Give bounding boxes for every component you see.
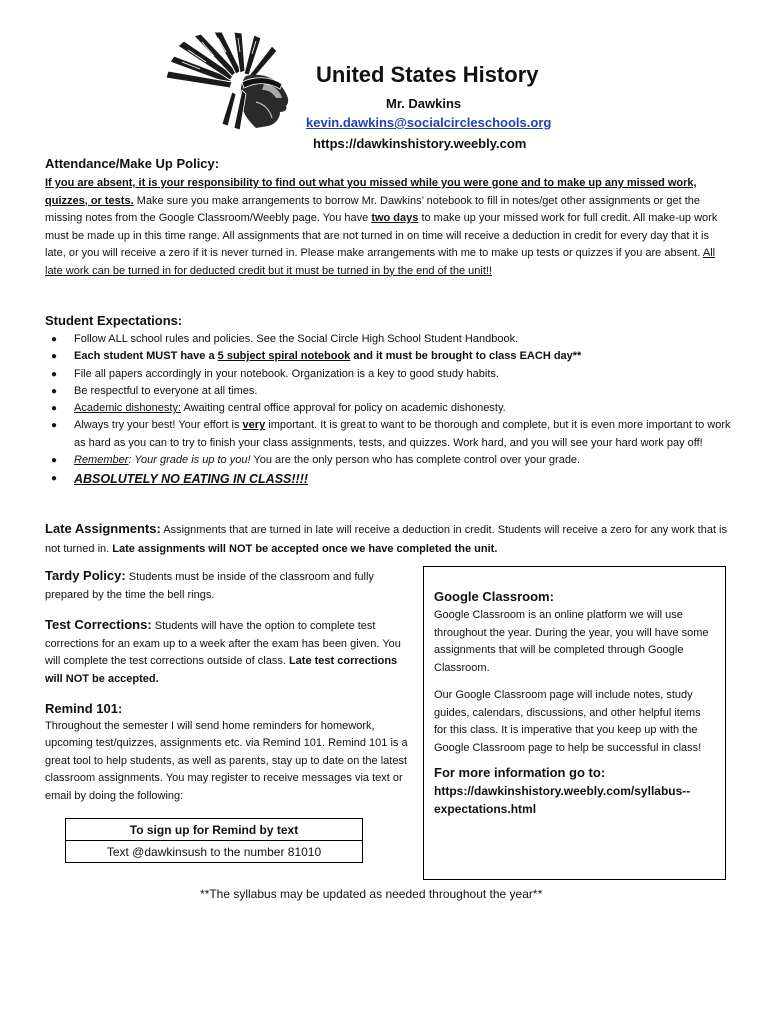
remind-table-header: To sign up for Remind by text bbox=[66, 819, 363, 841]
expectation-text: important. It is great to want to be thorough and complete, but it is even more important to work as hard as you can to try to finish your class assignments, tests, and quizzes. Work hard, and you will see your hard work pay off! bbox=[74, 419, 731, 449]
expectations-heading: Student Expectations: bbox=[45, 313, 183, 328]
expectation-text: You are the only person who has complete control over your grade. bbox=[250, 454, 581, 467]
attendance-heading: Attendance/Make Up Policy: bbox=[45, 156, 220, 171]
bullet-icon: ● bbox=[51, 385, 58, 397]
class-website: https://dawkinshistory.weebly.com bbox=[313, 136, 527, 151]
bullet-icon: ● bbox=[51, 334, 58, 345]
expectation-text: File all papers accordingly in your notebook. Organization is a key to good study habits. bbox=[74, 367, 499, 380]
remind-text: Throughout the semester I will send home reminders for homework, upcoming test/quizzes, assignments etc. via Remind 101. Remind 101 is a great tool to help students, as well as parents, stay up to date on the latest classroom assignments. You may register to receive messages via text or email by doing the following: bbox=[45, 719, 408, 802]
expectation-text: and it must be brought to class EACH day** bbox=[350, 350, 582, 363]
bullet-icon: ● bbox=[51, 455, 58, 467]
google-classroom-heading: Google Classroom: bbox=[434, 589, 554, 604]
google-classroom-para-1: Google Classroom is an online platform we will use throughout the year. During the year, you will have some assignments that will be completed through Google Classroom. bbox=[434, 609, 709, 674]
expectation-text: Each student MUST have a bbox=[74, 350, 218, 363]
indian-chief-logo-icon bbox=[160, 32, 302, 132]
expectation-text: Awaiting central office approval for policy on academic dishonesty. bbox=[181, 402, 506, 415]
footer-note: **The syllabus may be updated as needed throughout the year** bbox=[200, 887, 543, 901]
late-bold: Late assignments will NOT be accepted once we have completed the unit. bbox=[112, 543, 498, 555]
remind-heading: Remind 101: bbox=[45, 701, 123, 716]
attendance-two-days: two days bbox=[371, 212, 419, 224]
corrections-text: Students will have the option to complete test corrections for an exam up to a week after the exam has been given. You will complete the test corrections outside of class. bbox=[45, 620, 401, 667]
expectation-text: Always try your best! Your effort is bbox=[74, 419, 243, 432]
remind-table bbox=[65, 818, 363, 863]
list-item bbox=[45, 400, 735, 417]
corrections-heading: Test Corrections: bbox=[45, 617, 152, 632]
teacher-name: Mr. Dawkins bbox=[386, 96, 462, 111]
attendance-text-2: to make up your missed work for full credit. All make-up work must be made up in this time range. All assignments that are not turned in on time will receive a deduction in credit for every day that it is late, or you will receive a zero if it is never turned in. Please make arrangements with me to make up tests or quizzes if you are absent. bbox=[45, 212, 718, 259]
expectation-notebook: 5 subject spiral notebook bbox=[217, 350, 351, 363]
list-item bbox=[45, 331, 735, 348]
bullet-icon: ● bbox=[51, 368, 58, 380]
no-eating-rule: ABSOLUTELY NO EATING IN CLASS!!!! bbox=[74, 472, 309, 487]
late-text: Assignments that are turned in late will receive a deduction in credit. Students will receive a zero for any work that is not turned in. bbox=[45, 524, 727, 555]
tardy-heading: Tardy Policy: bbox=[45, 568, 126, 583]
late-assignments-section bbox=[45, 519, 735, 559]
bullet-icon: ● bbox=[51, 351, 58, 363]
expectation-text: Be respectful to everyone at all times. bbox=[74, 384, 258, 397]
bullet-icon: ● bbox=[51, 473, 58, 485]
list-item bbox=[45, 348, 735, 365]
expectations-list bbox=[45, 331, 735, 489]
attendance-bold-intro: If you are absent, it is your responsibility to find out what you missed while you were gone and to make up any missed work, quizzes, or tests. bbox=[45, 177, 697, 207]
expectation-text: Follow ALL school rules and policies. See the Social Circle High School Student Handbook. bbox=[74, 333, 519, 345]
syllabus-link[interactable]: https://dawkinshistory.weebly.com/syllabus--expectations.html bbox=[434, 784, 691, 816]
test-corrections-section bbox=[45, 616, 415, 688]
expectation-italic: : Your grade is up to you! bbox=[128, 454, 251, 467]
list-item bbox=[45, 469, 735, 489]
late-heading: Late Assignments: bbox=[45, 521, 161, 536]
list-item bbox=[45, 452, 735, 469]
bullet-icon: ● bbox=[51, 420, 58, 432]
list-item bbox=[45, 417, 735, 452]
expectation-label: Academic dishonesty: bbox=[74, 402, 181, 415]
more-info-heading: For more information go to: bbox=[434, 765, 606, 780]
remind-section bbox=[45, 700, 415, 805]
attendance-underlined-end: All late work can be turned in for deducted credit but it must be turned in by the end of the unit!! bbox=[45, 247, 716, 277]
teacher-email-link[interactable]: kevin.dawkins@socialcircleschools.org bbox=[306, 115, 552, 130]
page-title: United States History bbox=[316, 62, 539, 87]
tardy-text: Students must be inside of the classroom and fully prepared by the time the bell rings. bbox=[45, 571, 374, 601]
bullet-icon: ● bbox=[51, 403, 58, 415]
list-item bbox=[45, 366, 735, 383]
attendance-text-1: Make sure you make arrangements to borrow Mr. Dawkins’ notebook to fill in notes/get other assignments or get the missing notes from the Google Classroom/Weebly page. You have bbox=[45, 194, 701, 224]
attendance-paragraph bbox=[45, 175, 725, 280]
expectation-emphasis: very bbox=[242, 419, 266, 432]
corrections-bold: Late test corrections will NOT be accepted. bbox=[45, 655, 398, 685]
expectation-label: Remember bbox=[74, 454, 129, 467]
tardy-section bbox=[45, 567, 415, 604]
google-classroom-para-2: Our Google Classroom page will include notes, study guides, calendars, discussions, and other helpful items for this class. It is imperative that you keep up with the Google Classroom page to help be successful in class! bbox=[434, 689, 702, 754]
remind-table-row: Text @dawkinsush to the number 81010 bbox=[66, 841, 363, 863]
list-item bbox=[45, 383, 735, 400]
google-classroom-box bbox=[423, 566, 726, 880]
